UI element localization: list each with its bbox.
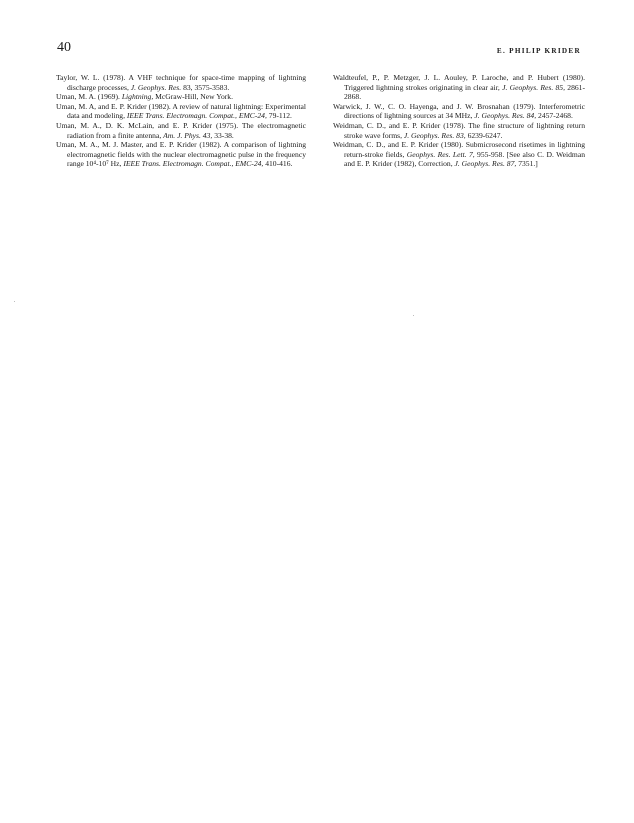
reference-journal: J. Geophys. Res. 83, [403, 130, 466, 140]
scan-speck [14, 301, 15, 302]
reference-text: Uman, M. A., M. J. Master, and E. P. Krider (1982). A comparison of lightning electromagnetic fields with the nuclear electromagnetic pulse in the frequency range 10⁴-10⁷ Hz, [56, 140, 306, 169]
reference-text: Warwick, J. W., C. O. Hayenga, and J. W. Brosnahan (1979). Interferometric directions of lightning sources at 34 MHz, [333, 101, 585, 121]
reference-entry [333, 73, 585, 102]
reference-entry [56, 140, 306, 169]
running-head: E. PHILIP KRIDER [496, 47, 581, 55]
reference-journal: J. Geophys. Res. [130, 82, 182, 92]
reference-entry [333, 140, 585, 169]
reference-entry [56, 92, 306, 102]
reference-journal: J. Geophys. Res. 84, [474, 111, 537, 121]
reference-text: Uman, M. A., D. K. McLain, and E. P. Krider (1975). The electromagnetic radiation from a finite antenna, [56, 120, 306, 140]
references-left-column [56, 73, 306, 169]
reference-text: Waldteufel, P., P. Metzger, J. L. Aouley, P. Laroche, and P. Hubert (1980). Triggered lightning strokes originating in clear air, [333, 73, 585, 92]
reference-entry [333, 121, 585, 140]
reference-pages: 33-38. [212, 130, 234, 140]
reference-journal: Geophys. Res. Lett. 7, [406, 149, 475, 159]
reference-entry [56, 102, 306, 121]
reference-pages: 79-112. [266, 111, 292, 121]
reference-pages: McGraw-Hill, New York. [153, 92, 233, 102]
reference-pages: 410-416. [263, 159, 293, 169]
reference-pages: 2861-2868. [344, 82, 585, 102]
reference-text: Weidman, C. D., and E. P. Krider (1978). The fine structure of lightning return stroke wave forms, [333, 120, 585, 140]
reference-text: Uman, M. A. (1969). [56, 92, 122, 102]
reference-pages: 2457-2468. [536, 111, 573, 121]
reference-entry [56, 73, 306, 92]
reference-pages: 7351.] [516, 159, 538, 169]
reference-entry [333, 102, 585, 121]
reference-entry [56, 121, 306, 140]
page-number: 40 [57, 40, 71, 55]
reference-journal: J. Geophys. Res. 85, [502, 82, 565, 92]
reference-text: Weidman, C. D., and E. P. Krider (1980). Submicrosecond risetimes in lightning return-stroke fields, [333, 140, 585, 159]
reference-journal: J. Geophys. Res. 87, [454, 159, 517, 169]
reference-journal: Lightning, [121, 92, 154, 102]
reference-journal: IEEE Trans. Electromagn. Compat., EMC-24, [123, 159, 264, 169]
references-right-column [333, 73, 585, 169]
reference-text: Taylor, W. L. (1978). A VHF technique for space-time mapping of lightning discharge processes, [56, 73, 306, 92]
reference-journal: IEEE Trans. Electromagn. Compat., EMC-24, [126, 111, 267, 121]
scan-speck [413, 315, 414, 316]
reference-text: Uman, M. A, and E. P. Krider (1982). A review of natural lightning: Experimental data and modeling, [56, 101, 306, 121]
reference-journal: Am. J. Phys. 43, [163, 130, 213, 140]
reference-pages: 6239-6247. [465, 130, 503, 140]
reference-pages: 955-958. [See also C. D. Weidman and E. P. Krider (1982), Correction, [344, 149, 585, 169]
reference-pages: 83, 3575-3583. [181, 82, 230, 92]
